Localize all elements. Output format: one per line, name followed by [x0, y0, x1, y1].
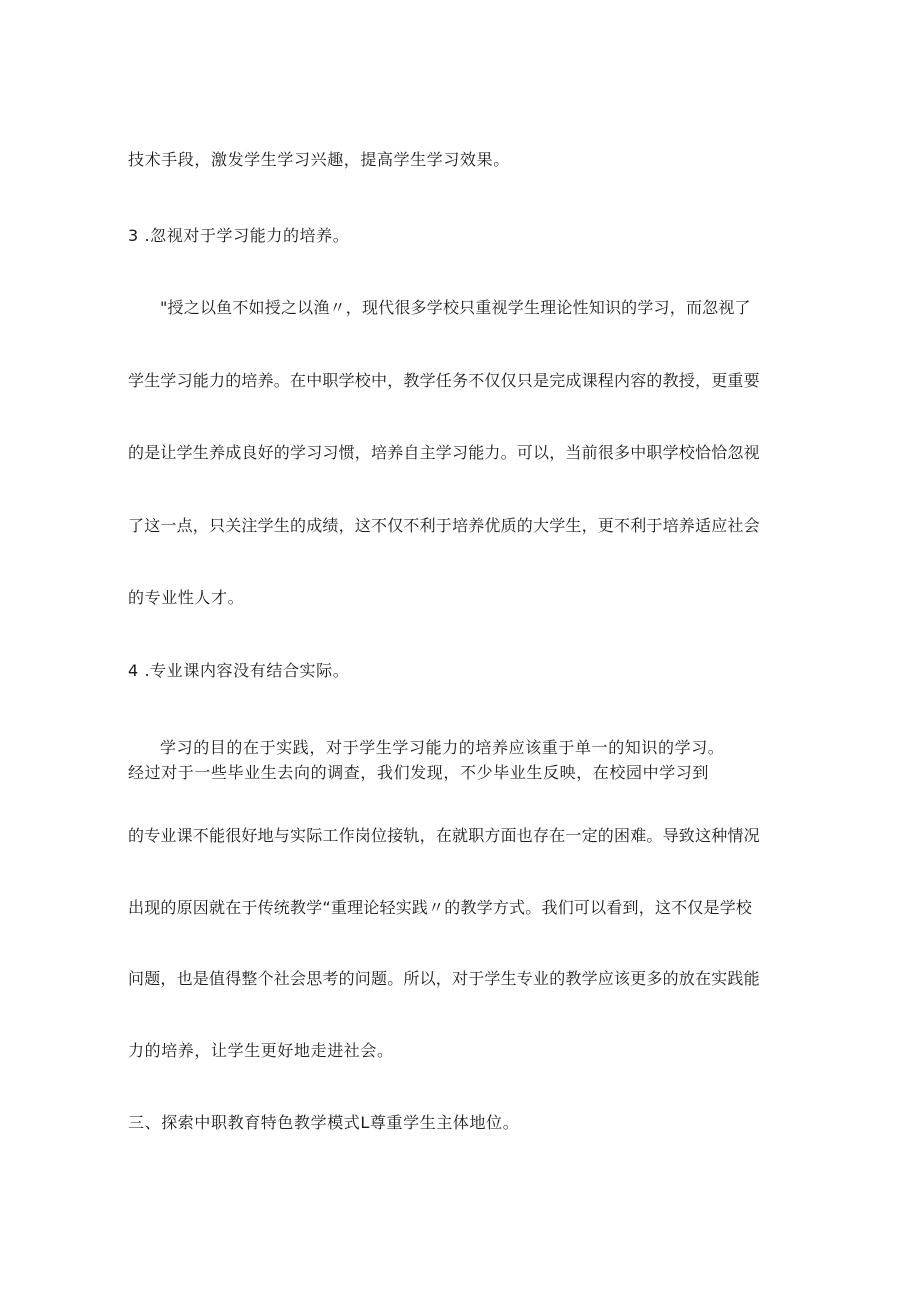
paragraph-line: 经过对于一些毕业生去向的调查，我们发现，不少毕业生反映，在校园中学习到 — [128, 763, 710, 782]
paragraph-line: "授之以鱼不如授之以渔〃，现代很多学校只重视学生理论性知识的学习，而忽视了 — [160, 298, 751, 317]
paragraph-line: 学习的目的在于实践，对于学生学习能力的培养应该重于单一的知识的学习。 — [160, 738, 725, 757]
paragraph-line: 的专业课不能很好地与实际工作岗位接轨，在就职方面也存在一定的困难。导致这种情况 — [128, 826, 760, 845]
paragraph-line: 技术手段，激发学生学习兴趣，提高学生学习效果。 — [128, 150, 510, 169]
paragraph-line: 力的培养，让学生更好地走进社会。 — [128, 1041, 394, 1060]
paragraph-line: 出现的原因就在于传统教学“重理论轻实践〃的教学方式。我们可以看到，这不仅是学校 — [128, 898, 753, 917]
paragraph-line: 学生学习能力的培养。在中职学校中，教学任务不仅仅只是完成课程内容的教授，更重要 — [128, 371, 760, 390]
paragraph-line: 了这一点，只关注学生的成绩，这不仅不利于培养优质的大学生，更不利于培养适应社会 — [128, 516, 760, 535]
section-heading-4: 4 .专业课内容没有结合实际。 — [128, 661, 350, 680]
paragraph-line: 问题，也是值得整个社会思考的问题。所以，对于学生专业的教学应该更多的放在实践能 — [128, 969, 760, 988]
section-heading-3: 3 .忽视对于学习能力的培养。 — [128, 226, 350, 245]
paragraph-line: 的专业性人才。 — [128, 588, 245, 607]
paragraph-line: 的是让学生养成良好的学习习惯，培养自主学习能力。可以，当前很多中职学校恰恰忽视 — [128, 443, 760, 462]
section-heading-main: 三、探索中职教育特色教学模式L尊重学生主体地位。 — [128, 1113, 520, 1132]
